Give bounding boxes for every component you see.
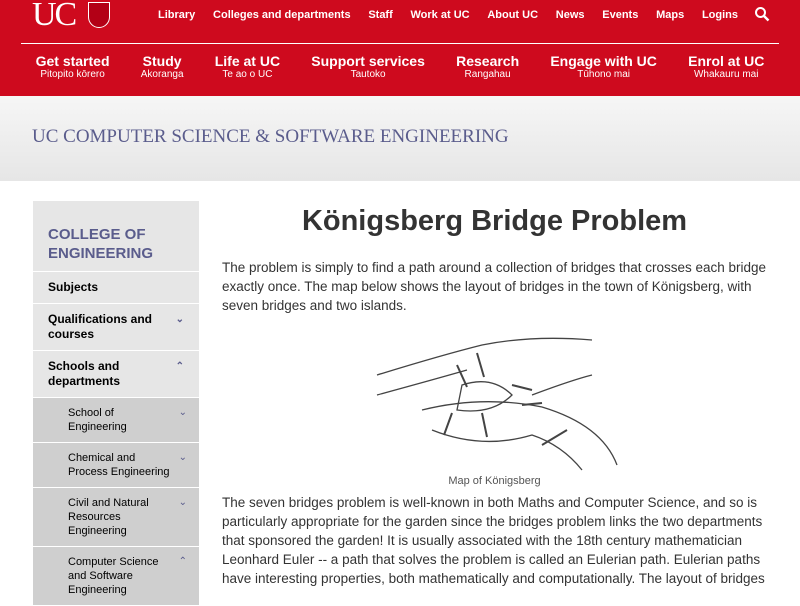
- nav-item[interactable]: [550, 53, 657, 80]
- util-link[interactable]: Events: [602, 9, 639, 21]
- nav-item[interactable]: [311, 53, 425, 80]
- department-banner: [0, 96, 800, 181]
- item-label: Qualifications and courses: [48, 312, 153, 341]
- site-header: [0, 0, 800, 96]
- chevron-down-icon[interactable]: ⌄: [178, 497, 187, 508]
- figure-caption: Map of Königsberg: [448, 475, 541, 487]
- sidebar-subitem[interactable]: [33, 443, 199, 488]
- item-label: School of Engineering: [68, 407, 127, 433]
- nav-sub: Rangahau: [464, 69, 511, 80]
- crest-icon: [88, 2, 110, 28]
- util-link[interactable]: Staff: [368, 9, 393, 21]
- sidebar-subitem[interactable]: [33, 488, 199, 547]
- item-label: Chemical and Process Engineering: [68, 452, 170, 478]
- util-link[interactable]: News: [555, 9, 585, 21]
- nav-title: Research: [456, 53, 520, 69]
- item-label: Computer Science and Software Engineering: [68, 556, 159, 596]
- sidebar-subitem[interactable]: [33, 547, 199, 606]
- nav-sub: Whakauru mai: [693, 69, 759, 80]
- uc-logo[interactable]: UC: [32, 0, 76, 33]
- chevron-up-icon[interactable]: ⌃: [178, 556, 187, 567]
- nav-title: Enrol at UC: [688, 53, 765, 69]
- nav-sub: Tūhono mai: [577, 69, 631, 80]
- sidebar-heading[interactable]: COLLEGE OF ENGINEERING: [33, 201, 199, 272]
- nav-sub: Pitopito kōrero: [40, 69, 105, 80]
- divider: [21, 43, 779, 44]
- util-link[interactable]: Logins: [701, 9, 738, 21]
- main-content: [222, 205, 767, 588]
- nav-item[interactable]: [141, 53, 184, 80]
- nav-title: Support services: [311, 53, 425, 69]
- nav-item[interactable]: [36, 53, 110, 80]
- nav-item[interactable]: [456, 53, 519, 80]
- intro-paragraph: The problem is simply to find a path around a collection of bridges that crosses each bridge exactly once. The map below shows the layout of bridges in the town of Königsberg, with seven bridges and two islands.: [222, 260, 767, 313]
- util-link[interactable]: Colleges and departments: [213, 9, 351, 21]
- sidebar-item-subjects[interactable]: [33, 272, 199, 304]
- util-link[interactable]: About UC: [487, 9, 539, 21]
- utility-nav: [158, 9, 738, 21]
- nav-item[interactable]: [215, 53, 280, 80]
- nav-title: Engage with UC: [550, 53, 657, 69]
- item-label: Civil and Natural Resources Engineering: [68, 497, 149, 537]
- sidebar-subitem[interactable]: [33, 398, 199, 443]
- nav-title: Life at UC: [214, 53, 281, 69]
- konigsberg-map-image: [222, 325, 767, 475]
- util-link[interactable]: Work at UC: [410, 9, 470, 21]
- util-link[interactable]: Maps: [656, 9, 685, 21]
- search-icon[interactable]: [754, 6, 770, 22]
- nav-sub: Tautoko: [350, 69, 386, 80]
- nav-sub: Te ao o UC: [222, 69, 273, 80]
- nav-title: Study: [142, 53, 182, 69]
- nav-item[interactable]: [688, 53, 764, 80]
- sidebar-item-schools[interactable]: [33, 351, 199, 398]
- body-paragraph: The seven bridges problem is well-known in both Maths and Computer Science, and so is particularly appropriate for the garden since the bridges problem links the two departments that sponsored the garden! It is usually associated with the 18th century mathematician Leonhard Euler -- a path that solves the problem is called an Eulerian path. Eulerian paths have interesting properties, both mathematically and computationally. The layout of bridges: [222, 495, 765, 586]
- item-label: Schools and departments: [48, 359, 121, 388]
- sidebar-item-qualifications[interactable]: [33, 304, 199, 351]
- chevron-down-icon[interactable]: ⌄: [178, 452, 187, 463]
- sidebar: [33, 201, 199, 601]
- main-nav: [20, 53, 780, 80]
- chevron-up-icon[interactable]: ⌃: [175, 361, 184, 372]
- item-label: Subjects: [48, 280, 99, 294]
- chevron-down-icon[interactable]: ⌄: [175, 314, 184, 325]
- nav-sub: Akoranga: [140, 69, 184, 80]
- util-link[interactable]: Library: [158, 9, 196, 21]
- page-title: Königsberg Bridge Problem: [301, 205, 688, 237]
- nav-title: Get started: [35, 53, 110, 69]
- department-title[interactable]: UC COMPUTER SCIENCE & SOFTWARE ENGINEERING: [32, 126, 509, 147]
- chevron-down-icon[interactable]: ⌄: [178, 407, 187, 418]
